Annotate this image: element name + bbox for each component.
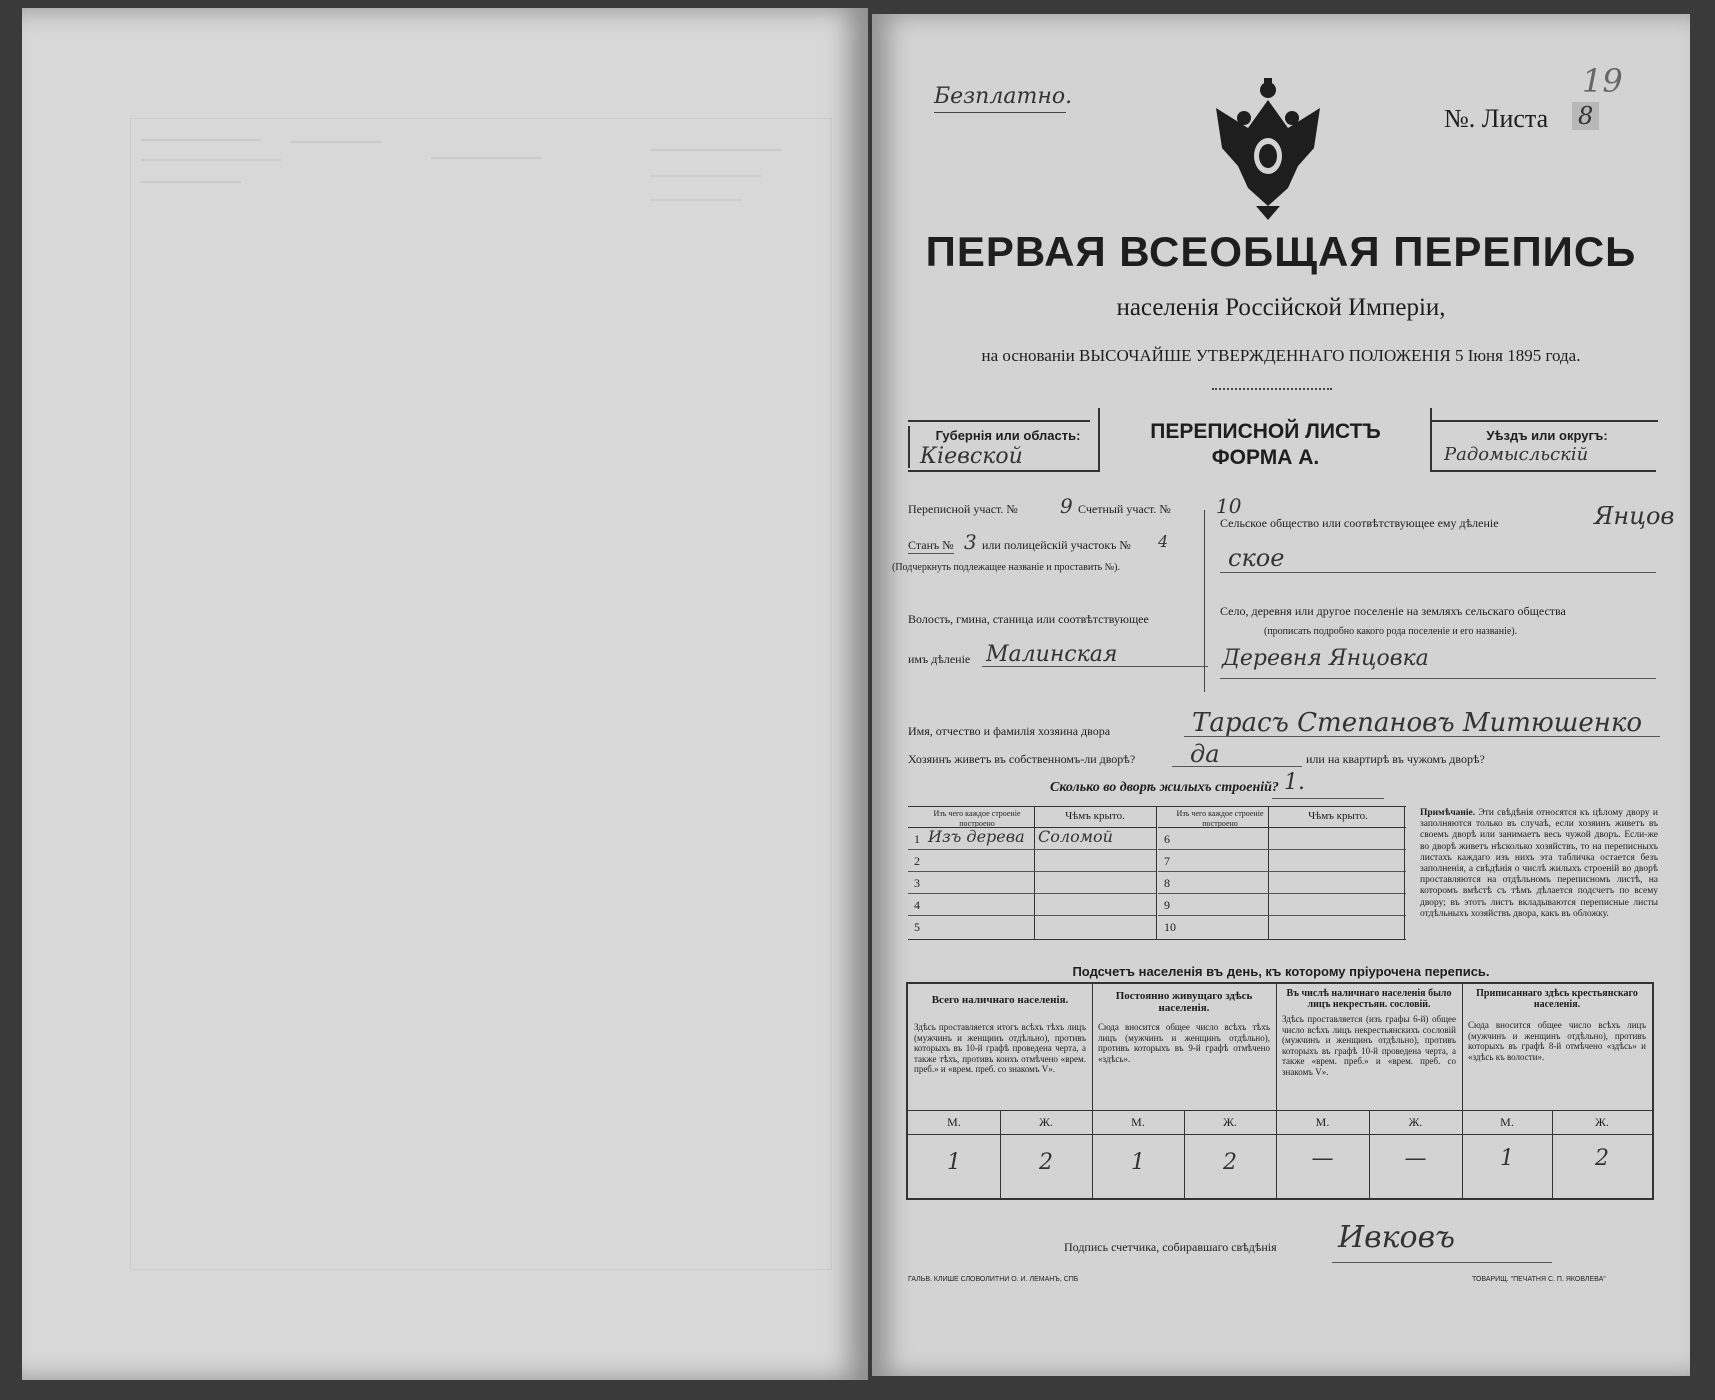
underline-note: (Подчеркнуть подлежащее названіе и проставить №). <box>892 562 1120 573</box>
printer-right: ТОВАРИЩ. "ПЕЧАТНЯ С. П. ЯКОВЛЕВА" <box>1472 1276 1606 1283</box>
table-row: 4 <box>914 898 920 912</box>
table-row: 6 <box>1164 832 1170 846</box>
free-underline <box>934 112 1066 113</box>
volost-label-2: имъ дѣленіе <box>908 652 971 666</box>
nonpeasant-female: — <box>1404 1146 1427 1171</box>
form-header <box>908 408 1656 472</box>
free-label: Безплатно. <box>934 84 1073 109</box>
resident-male: 1 <box>1131 1150 1145 1175</box>
form-letter: ФОРМА А. <box>1211 446 1320 469</box>
buildings-label: Сколько во дворѣ жилыхъ строеній? <box>1050 780 1279 795</box>
table-row: 5 <box>914 920 920 934</box>
table-row: 2 <box>914 854 920 868</box>
own-yard-label: Хозяинъ живетъ въ собственномъ-ли дворѣ? <box>908 752 1136 766</box>
province-value: Кіевской <box>920 444 1023 469</box>
imperial-eagle-emblem <box>1208 78 1328 220</box>
volost-label: Волость, гмина, станица или соотвѣтствующее <box>908 612 1149 626</box>
page-title: ПЕРВАЯ ВСЕОБЩАЯ ПЕРЕПИСЬ <box>925 228 1637 275</box>
table-row: 10 <box>1164 920 1176 934</box>
peasant-female: 2 <box>1595 1146 1609 1171</box>
bleed-through-text <box>130 118 832 1270</box>
census-section-label: Переписной участ. № <box>908 502 1018 516</box>
page-number-corner: 19 <box>1582 62 1623 100</box>
rural-society-value-2: ское <box>1228 544 1285 572</box>
table-row: 1 <box>914 832 920 846</box>
police-section-label: или полицейскій участокъ № <box>982 538 1131 552</box>
total-male: 1 <box>947 1150 961 1175</box>
nonpeasant-male: — <box>1311 1146 1334 1171</box>
note-title: Примѣчаніе. <box>1420 808 1476 818</box>
buildings-value: 1. <box>1284 770 1305 795</box>
pop-col-nonpeasant: Въ числѣ наличнаго населенія было лицъ некрестьян. сословій. Здѣсь проставляется (изъ графы 6-й) общее число всѣхъ лицъ некрестьянскихъ сословій (мужчинъ и женщинъ отдѣльно), противъ которыхъ въ графѣ 10-й проведена черта, а также «врем. преб.» и «врем. преб. со знакомъ V». М. Ж. — — <box>1276 984 1463 1198</box>
table-row: 9 <box>1164 898 1170 912</box>
note-block <box>1420 808 1658 920</box>
resident-female: 2 <box>1223 1150 1237 1175</box>
table-row: 7 <box>1164 854 1170 868</box>
rented-label: или на квартирѣ въ чужомъ дворѣ? <box>1306 752 1485 766</box>
sheet-no-label: №. Листа <box>1444 104 1549 133</box>
village-note: (прописать подробно какого рода поселеніе и его названіе). <box>1264 626 1518 637</box>
stan-value: 3 <box>964 530 977 554</box>
page-subtitle: населенія Россійской Имперіи, <box>1116 294 1446 321</box>
left-page-blank <box>22 8 868 1380</box>
province-label: Губернія или область: <box>935 428 1081 443</box>
buildings-table <box>908 806 1406 940</box>
village-value: Деревня Янцовка <box>1222 646 1429 671</box>
district-value: Радомысльскій <box>1444 444 1589 465</box>
police-section-value: 4 <box>1158 532 1169 551</box>
row-1-material: Изъ дерева <box>928 827 1025 846</box>
count-section-label: Счетный участ. № <box>1078 502 1171 516</box>
rural-society-value: Янцов <box>1594 502 1675 530</box>
peasant-male: 1 <box>1500 1146 1514 1171</box>
district-label: Уѣздъ или округъ: <box>1486 428 1608 443</box>
census-form-page <box>872 14 1690 1376</box>
rural-society-label: Сельское общество или соотвѣтствующее ему дѣленіе <box>1220 516 1499 530</box>
total-female: 2 <box>1039 1150 1053 1175</box>
roof-header: Чѣмъ крыто. <box>1065 810 1125 822</box>
own-yard-value: да <box>1190 740 1220 768</box>
material-header-2: Изъ чего каждое строеніе построено <box>1176 809 1264 828</box>
printer-left: ГАЛЬВ. КЛИШЕ СЛОВОЛИТНИ О. И. ЛЕМАНЪ, СПБ <box>908 1276 1079 1283</box>
ornamental-rule <box>1212 388 1332 390</box>
count-section-value: 10 <box>1216 494 1242 518</box>
legal-basis: на основаніи ВЫСОЧАЙШЕ УТВЕРЖДЕННАГО ПОЛОЖЕНІЯ 5 Іюня 1895 года. <box>981 346 1581 365</box>
row-1-roof: Соломой <box>1038 827 1113 846</box>
owner-label: Имя, отчество и фамилія хозяина двора <box>908 724 1111 738</box>
signature-value: Ивковъ <box>1338 1220 1456 1255</box>
owner-value: Тарасъ Степановъ Митюшенко <box>1192 708 1643 738</box>
table-row: 8 <box>1164 876 1170 890</box>
population-title: Подсчетъ населенія въ день, къ которому пріурочена перепись. <box>1072 964 1490 979</box>
note-text: Эти свѣдѣнія относятся къ цѣлому двору и заполняются только въ случаѣ, если хозяинъ живетъ въ своемъ дворѣ или занимаетъ весь чужой дворъ. Если-же во дворѣ живетъ нѣсколько хозяйствъ, то на переписныхъ листахъ каждаго изъ нихъ эта табличка остается безъ заполненія, а свѣдѣнія о числѣ жилыхъ строеній во дворѣ проставляются на отдѣльномъ переписномъ листѣ, на которомъ вмѣстѣ съ тѣмъ дѣлается подсчетъ по всему двору; въ этотъ листъ вкладываются переписные листы отдѣльныхъ хозяйствъ двора, какъ въ обложку. <box>1420 808 1659 919</box>
pop-col-resident: Постоянно живущаго здѣсь населенія. Сюда вносится общее число всѣхъ тѣхъ лицъ (мужчинъ и женщинъ отдѣльно), противъ которыхъ въ 9-й графѣ отмѣчено «здѣсь». М. Ж. 1 2 <box>1092 984 1277 1198</box>
material-header: Изъ чего каждое строеніе построено <box>933 809 1021 828</box>
pop-col-peasant: Приписаннаго здѣсь крестьянскаго населенія. Сюда вносится общее число всѣхъ лицъ (мужчинъ и женщинъ отдѣльно), противъ которыхъ въ графѣ 8-й отмѣчено «здѣсь» и «здѣсь къ волости». М. Ж. 1 2 <box>1462 984 1652 1198</box>
sheet-no-value: 8 <box>1572 102 1599 130</box>
pop-col-total: Всего наличнаго населенія. Здѣсь проставляется итогъ всѣхъ тѣхъ лицъ (мужчинъ и женщинъ отдѣльно), противъ которыхъ въ 10-й графѣ проведена черта, а также тѣхъ, противъ коихъ отмѣчено «врем. преб.» и «врем. преб. со знакомъ V». М. Ж. 1 2 <box>908 984 1093 1198</box>
stan-label: Станъ № <box>908 538 954 552</box>
table-row: 3 <box>914 876 920 890</box>
column-divider <box>1204 510 1205 692</box>
village-label: Село, деревня или другое поселеніе на земляхъ сельскаго общества <box>1220 604 1566 618</box>
signature-label: Подпись счетчика, собиравшаго свѣдѣнія <box>1064 1240 1277 1254</box>
roof-header-2: Чѣмъ крыто. <box>1308 810 1368 822</box>
census-section-value: 9 <box>1060 494 1073 518</box>
volost-value: Малинская <box>986 642 1118 667</box>
population-table <box>906 982 1654 1200</box>
sheet-title: ПЕРЕПИСНОЙ ЛИСТЪ <box>1150 420 1381 443</box>
